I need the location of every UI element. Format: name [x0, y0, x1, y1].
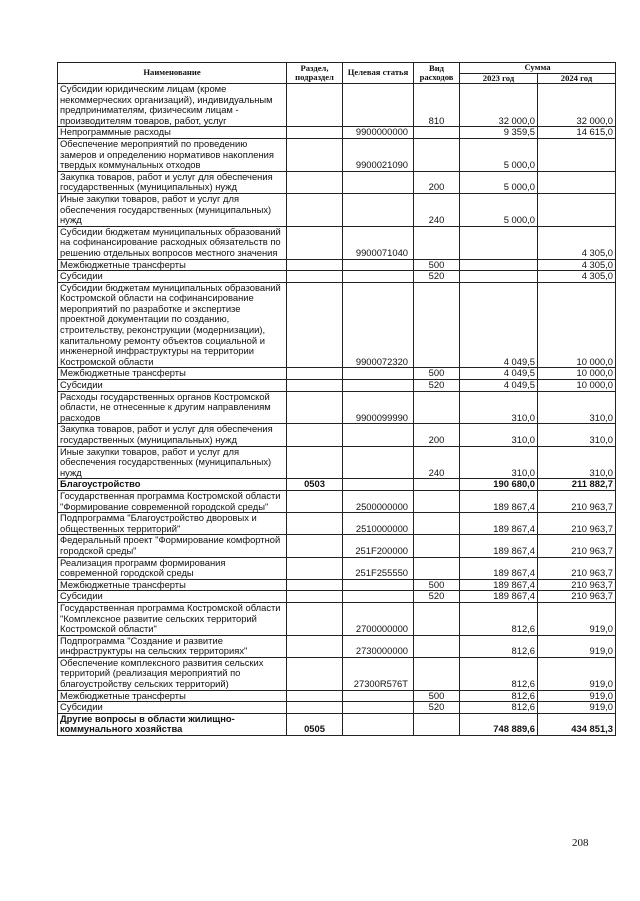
row-sum-2024: 14 615,0 — [538, 127, 616, 139]
row-sum-2024 — [538, 138, 616, 171]
row-name: Непрограммные расходы — [58, 127, 287, 139]
row-exp-type: 200 — [414, 171, 460, 193]
row-name: Государственная программа Костромской области "Формирование современной городской среды" — [58, 490, 287, 512]
row-target — [343, 591, 414, 603]
row-exp-type — [414, 391, 460, 424]
page-number: 208 — [572, 837, 589, 849]
col-section-header: Раздел, подраздел — [287, 63, 343, 84]
row-section — [287, 557, 343, 579]
row-sum-2024: 434 851,3 — [538, 713, 616, 735]
row-sum-2024: 919,0 — [538, 702, 616, 714]
row-name: Межбюджетные трансферты — [58, 579, 287, 591]
row-sum-2024: 919,0 — [538, 657, 616, 690]
row-sum-2023 — [460, 259, 538, 271]
row-name: Межбюджетные трансферты — [58, 259, 287, 271]
row-exp-type — [414, 490, 460, 512]
row-exp-type: 200 — [414, 424, 460, 446]
row-sum-2024: 210 963,7 — [538, 513, 616, 535]
row-sum-2024: 4 305,0 — [538, 259, 616, 271]
row-section — [287, 424, 343, 446]
row-sum-2023: 812,6 — [460, 635, 538, 657]
row-exp-type: 500 — [414, 259, 460, 271]
table-row — [58, 635, 616, 657]
col-2024-header: 2024 год — [538, 73, 616, 84]
table-row — [58, 535, 616, 557]
row-name: Субсидии бюджетам муниципальных образований на софинансирование расходных обязательств по решению отдельных вопросов местного значения — [58, 226, 287, 259]
table-row — [58, 490, 616, 512]
row-section — [287, 391, 343, 424]
row-sum-2023: 5 000,0 — [460, 193, 538, 226]
row-sum-2023: 4 049,5 — [460, 368, 538, 380]
table-row — [58, 424, 616, 446]
table-row — [58, 271, 616, 283]
row-exp-type: 520 — [414, 380, 460, 392]
row-target: 9900021090 — [343, 138, 414, 171]
row-name: Подпрограмма "Благоустройство дворовых и общественных территорий" — [58, 513, 287, 535]
row-exp-type — [414, 127, 460, 139]
row-sum-2024 — [538, 193, 616, 226]
row-exp-type: 500 — [414, 690, 460, 702]
row-sum-2024: 919,0 — [538, 690, 616, 702]
row-sum-2023: 4 049,5 — [460, 282, 538, 368]
row-name: Обеспечение комплексного развития сельских территорий (реализация мероприятий по благоустройству сельских территорий) — [58, 657, 287, 690]
table-row — [58, 193, 616, 226]
row-section — [287, 535, 343, 557]
row-sum-2023: 9 359,5 — [460, 127, 538, 139]
row-name: Реализация программ формирования современной городской среды — [58, 557, 287, 579]
col-name-header: Наименование — [58, 63, 287, 84]
row-exp-type: 240 — [414, 446, 460, 479]
row-sum-2023: 189 867,4 — [460, 490, 538, 512]
row-name: Подпрограмма "Создание и развитие инфраструктуры на сельских территориях" — [58, 635, 287, 657]
row-exp-type: 520 — [414, 591, 460, 603]
row-section — [287, 490, 343, 512]
row-exp-type — [414, 602, 460, 635]
row-target: 2510000000 — [343, 513, 414, 535]
row-target — [343, 579, 414, 591]
row-section — [287, 513, 343, 535]
row-sum-2024: 919,0 — [538, 635, 616, 657]
row-sum-2024: 211 882,7 — [538, 479, 616, 491]
row-exp-type: 500 — [414, 579, 460, 591]
row-section — [287, 602, 343, 635]
row-name: Иные закупки товаров, работ и услуг для обеспечения государственных (муниципальных) нужд — [58, 446, 287, 479]
row-sum-2024: 210 963,7 — [538, 557, 616, 579]
row-target — [343, 171, 414, 193]
row-exp-type — [414, 713, 460, 735]
row-sum-2024: 210 963,7 — [538, 579, 616, 591]
row-sum-2023: 812,6 — [460, 690, 538, 702]
row-section — [287, 193, 343, 226]
row-sum-2024: 310,0 — [538, 391, 616, 424]
row-sum-2024: 4 305,0 — [538, 226, 616, 259]
row-target: 9900000000 — [343, 127, 414, 139]
table-row — [58, 513, 616, 535]
budget-table — [57, 62, 616, 736]
table-row — [58, 127, 616, 139]
table-row — [58, 138, 616, 171]
row-exp-type: 520 — [414, 271, 460, 283]
row-section — [287, 690, 343, 702]
row-sum-2024: 210 963,7 — [538, 490, 616, 512]
table-row — [58, 557, 616, 579]
row-section: 0503 — [287, 479, 343, 491]
col-2023-header: 2023 год — [460, 73, 538, 84]
table-row — [58, 380, 616, 392]
row-target: 2700000000 — [343, 602, 414, 635]
row-sum-2023: 4 049,5 — [460, 380, 538, 392]
row-target — [343, 271, 414, 283]
row-sum-2024: 10 000,0 — [538, 380, 616, 392]
col-sum-header: Сумма — [460, 63, 616, 74]
row-name: Закупка товаров, работ и услуг для обеспечения государственных (муниципальных) нужд — [58, 424, 287, 446]
table-row — [58, 84, 616, 127]
col-target-header: Целевая статья — [343, 63, 414, 84]
row-exp-type — [414, 557, 460, 579]
row-section: 0505 — [287, 713, 343, 735]
row-section — [287, 171, 343, 193]
row-target — [343, 84, 414, 127]
row-sum-2023: 310,0 — [460, 424, 538, 446]
row-exp-type — [414, 138, 460, 171]
row-section — [287, 271, 343, 283]
row-section — [287, 579, 343, 591]
row-name: Государственная программа Костромской области "Комплексное развитие сельских территорий Костромской области" — [58, 602, 287, 635]
row-sum-2023: 812,6 — [460, 657, 538, 690]
table-row — [58, 602, 616, 635]
row-name: Субсидии — [58, 380, 287, 392]
row-name: Федеральный проект "Формирование комфортной городской среды" — [58, 535, 287, 557]
row-name: Субсидии — [58, 591, 287, 603]
table-row — [58, 657, 616, 690]
row-section — [287, 226, 343, 259]
row-target — [343, 446, 414, 479]
row-target — [343, 479, 414, 491]
row-name: Субсидии бюджетам муниципальных образований Костромской области на софинансирование мероприятий по разработке и экспертизе проектной документации по созданию, строительству, реконструкции (модернизации), капитальному ремонту объектов социальной и инженерной инфраструктуры на территории Костромской области — [58, 282, 287, 368]
row-name: Другие вопросы в области жилищно-коммунального хозяйства — [58, 713, 287, 735]
table-row — [58, 259, 616, 271]
row-exp-type — [414, 657, 460, 690]
row-sum-2024: 919,0 — [538, 602, 616, 635]
row-target — [343, 193, 414, 226]
row-target: 2500000000 — [343, 490, 414, 512]
table-body — [58, 84, 616, 736]
table-row — [58, 391, 616, 424]
row-exp-type — [414, 513, 460, 535]
row-name: Закупка товаров, работ и услуг для обеспечения государственных (муниципальных) нужд — [58, 171, 287, 193]
row-sum-2023: 189 867,4 — [460, 513, 538, 535]
row-sum-2023: 310,0 — [460, 446, 538, 479]
row-exp-type — [414, 226, 460, 259]
row-exp-type: 500 — [414, 368, 460, 380]
row-section — [287, 259, 343, 271]
row-name: Расходы государственных органов Костромской области, не отнесенные к другим направлениям расходов — [58, 391, 287, 424]
row-sum-2023: 748 889,6 — [460, 713, 538, 735]
table-row — [58, 226, 616, 259]
row-name: Обеспечение мероприятий по проведению замеров и определению нормативов накопления твердых коммунальных отходов — [58, 138, 287, 171]
row-name: Межбюджетные трансферты — [58, 368, 287, 380]
row-target — [343, 702, 414, 714]
row-section — [287, 282, 343, 368]
table-row — [58, 171, 616, 193]
row-sum-2023: 190 680,0 — [460, 479, 538, 491]
row-sum-2024 — [538, 171, 616, 193]
row-name: Межбюджетные трансферты — [58, 690, 287, 702]
row-sum-2024: 210 963,7 — [538, 535, 616, 557]
row-exp-type: 240 — [414, 193, 460, 226]
table-row — [58, 713, 616, 735]
row-exp-type: 520 — [414, 702, 460, 714]
row-name: Иные закупки товаров, работ и услуг для обеспечения государственных (муниципальных) нужд — [58, 193, 287, 226]
row-sum-2024: 4 305,0 — [538, 271, 616, 283]
row-target: 251F200000 — [343, 535, 414, 557]
row-section — [287, 368, 343, 380]
row-sum-2023: 5 000,0 — [460, 138, 538, 171]
row-target — [343, 424, 414, 446]
row-exp-type — [414, 635, 460, 657]
row-section — [287, 591, 343, 603]
table-row — [58, 690, 616, 702]
row-target — [343, 380, 414, 392]
row-target: 9900071040 — [343, 226, 414, 259]
table-row — [58, 479, 616, 491]
row-sum-2023 — [460, 271, 538, 283]
row-exp-type — [414, 479, 460, 491]
row-name: Благоустройство — [58, 479, 287, 491]
row-sum-2023: 189 867,4 — [460, 579, 538, 591]
row-name: Субсидии — [58, 702, 287, 714]
row-target — [343, 690, 414, 702]
row-section — [287, 127, 343, 139]
row-sum-2023: 189 867,4 — [460, 557, 538, 579]
row-sum-2023: 5 000,0 — [460, 171, 538, 193]
row-sum-2024: 210 963,7 — [538, 591, 616, 603]
row-target — [343, 259, 414, 271]
row-target: 9900099990 — [343, 391, 414, 424]
row-target — [343, 368, 414, 380]
row-section — [287, 635, 343, 657]
row-sum-2023: 812,6 — [460, 702, 538, 714]
row-exp-type — [414, 535, 460, 557]
table-row — [58, 446, 616, 479]
table-row — [58, 579, 616, 591]
row-target: 2730000000 — [343, 635, 414, 657]
row-target: 27300R576Т — [343, 657, 414, 690]
row-sum-2023 — [460, 226, 538, 259]
row-section — [287, 380, 343, 392]
row-sum-2023: 812,6 — [460, 602, 538, 635]
table-row — [58, 702, 616, 714]
table-row — [58, 282, 616, 368]
row-sum-2023: 310,0 — [460, 391, 538, 424]
table-header — [58, 63, 616, 84]
row-sum-2024: 10 000,0 — [538, 368, 616, 380]
row-section — [287, 702, 343, 714]
table-row — [58, 591, 616, 603]
row-sum-2024: 310,0 — [538, 424, 616, 446]
row-section — [287, 84, 343, 127]
row-sum-2024: 32 000,0 — [538, 84, 616, 127]
row-section — [287, 138, 343, 171]
row-section — [287, 657, 343, 690]
row-section — [287, 446, 343, 479]
row-sum-2023: 189 867,4 — [460, 591, 538, 603]
row-sum-2023: 189 867,4 — [460, 535, 538, 557]
row-name: Субсидии юридическим лицам (кроме некоммерческих организаций), индивидуальным предпринимателям, физическим лицам - производителям товаров, работ, услуг — [58, 84, 287, 127]
row-exp-type: 810 — [414, 84, 460, 127]
row-target: 9900072320 — [343, 282, 414, 368]
table-row — [58, 368, 616, 380]
row-name: Субсидии — [58, 271, 287, 283]
col-exp-type-header: Вид расходов — [414, 63, 460, 84]
row-sum-2023: 32 000,0 — [460, 84, 538, 127]
row-target: 251F255550 — [343, 557, 414, 579]
row-sum-2024: 10 000,0 — [538, 282, 616, 368]
row-exp-type — [414, 282, 460, 368]
row-target — [343, 713, 414, 735]
row-sum-2024: 310,0 — [538, 446, 616, 479]
